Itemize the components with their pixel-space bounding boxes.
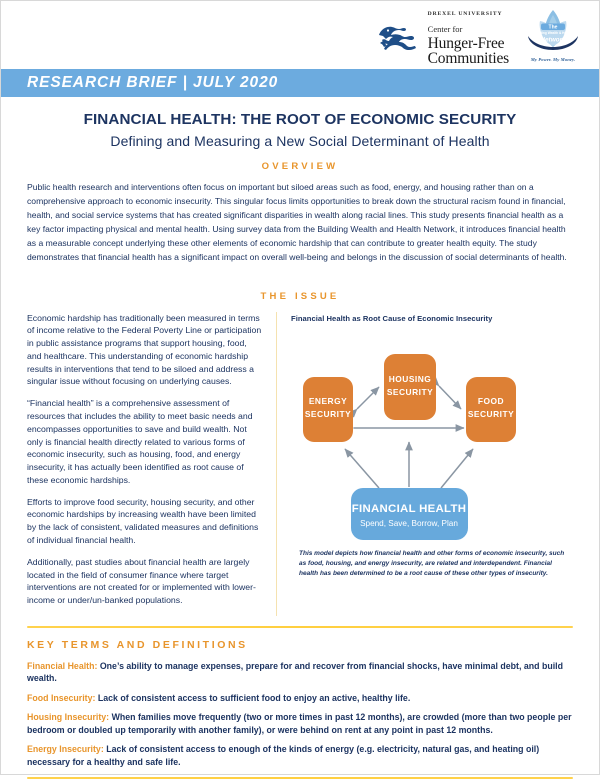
title-block (1, 97, 599, 149)
overview-section (1, 149, 599, 265)
svg-text:The: The (548, 24, 558, 31)
key-term-definition: When families move frequently (two or more times in past 12 months), are crowded (more than two people per bedroom or doubled up temporarily with another family), or were behind on rent at any point in past 12 months. (27, 712, 572, 735)
center-for-text: Center for (427, 23, 463, 34)
drexel-logo-text (428, 3, 509, 67)
svg-text:Network: Network (540, 36, 566, 44)
issue-paragraph: “Financial health” is a comprehensive assessment of resources that includes the ability to meet basic needs and encompasses opportunities to save and build wealth. Not only is financial health directly related to various forms of economic insecurity, such as housing, food, and energy insecurity, it has actually been identified as root cause of these economic hardships. (27, 398, 253, 485)
key-term-name: Financial Health: (27, 660, 98, 671)
figure-column (277, 312, 573, 616)
issue-paragraph: Additionally, past studies about financial health are largely located in the field of consumer finance where target interventions are not created for or implemented with lower-income or under/un-banked populations. (27, 556, 256, 606)
page-subtitle: Defining and Measuring a New Social Determinant of Health (110, 133, 490, 149)
network-lotus-icon (521, 9, 585, 55)
key-term-name: Energy Insecurity: (27, 744, 104, 755)
key-term-definition: Lack of consistent access to enough of the kinds of energy (e.g. electricity, natural gas, and heating oil) necessary for a healthy and safe life. (27, 744, 540, 767)
key-term-definition: Lack of consistent access to sufficient food to enjoy an active, healthy life. (97, 692, 411, 703)
issue-columns (1, 302, 599, 616)
key-terms-section (1, 628, 599, 768)
key-term-item (27, 660, 573, 685)
drexel-hunger-free-communities-logo (375, 3, 509, 67)
key-term-name: Food Insecurity: (27, 692, 96, 703)
svg-text:ENERGY: ENERGY (308, 395, 348, 406)
svg-text:FOOD: FOOD (477, 395, 505, 406)
key-term-item (27, 743, 573, 768)
svg-text:HOUSING: HOUSING (388, 373, 432, 384)
figure-caption: This model depicts how financial health and other forms of economic insecurity, such as food, housing, and energy insecurity, are related and interdependent. Financial health has been determined to be a root cause of these other types of insecurity. (299, 549, 565, 577)
svg-text:SECURITY: SECURITY (304, 408, 352, 419)
key-terms-heading: KEY TERMS AND DEFINITIONS (27, 638, 248, 651)
building-wealth-health-network-logo (521, 9, 585, 61)
hunger-free-line2: Communities (427, 50, 509, 68)
research-brief-banner (1, 69, 599, 97)
issue-paragraph: Economic hardship has traditionally been measured in terms of income relative to the Federal Poverty Line or participation in public assistance programs that support housing, food, and healthcare. This understanding of economic hardship results in interventions that tend to be siloed and address a singular issue without focusing on underlying causes. (27, 312, 262, 387)
hunger-free-line1: Hunger-Free (427, 34, 505, 52)
economic-insecurity-diagram (291, 325, 563, 547)
svg-text:SECURITY: SECURITY (386, 386, 434, 397)
overview-body: Public health research and interventions often focus on important but siloed areas such as food, energy, and housing rather than on a comprehensive approach to economic insecurity. This singular focus limits opportunities to break down the structural racism found in financial, health, and social service systems that has created significant disparities in wealth along racial lines. This study presents financial health as a key factor impacting physical and mental health. Using survey data from the Building Wealth and Health Network, it introduces financial health as a measurable concept underlying these other elements of economic hardship that can contribute to greater health equity. The study demonstrates that financial health has a significant impact on overall well-being and belongs in the discussion of social determinants of health. (27, 182, 567, 262)
svg-text:Spend, Save, Borrow, Plan: Spend, Save, Borrow, Plan (360, 518, 458, 528)
overview-heading: OVERVIEW (261, 161, 339, 172)
key-term-item (27, 692, 573, 704)
drexel-dragon-icon (375, 15, 421, 55)
svg-text:Building Wealth & Health: Building Wealth & Health (534, 31, 572, 36)
svg-text:FINANCIAL HEALTH: FINANCIAL HEALTH (351, 502, 467, 515)
banner-title: RESEARCH BRIEF | JULY 2020 (27, 74, 279, 91)
issue-paragraph: Efforts to improve food security, housing security, and other economic hardships by increasing wealth have been limited by the lack of consistent, validated measures and definitions of individual financial health. (27, 496, 259, 546)
issue-text-column (27, 312, 277, 616)
svg-text:SECURITY: SECURITY (467, 408, 515, 419)
key-term-definition: One’s ability to manage expenses, prepare for and recover from financial shocks, have minimal debt, and build wealth. (27, 660, 563, 684)
issue-heading-wrap (1, 279, 599, 302)
issue-heading: THE ISSUE (260, 290, 340, 302)
figure-title: Financial Health as Root Cause of Economic Insecurity (291, 313, 493, 323)
key-term-name: Housing Insecurity: (27, 712, 110, 723)
logo-bar (1, 1, 599, 69)
network-tagline: My Power. My Money. (530, 57, 576, 62)
drexel-university-text: DREXEL UNIVERSITY (427, 11, 503, 18)
page-title: FINANCIAL HEALTH: THE ROOT OF ECONOMIC SECURITY (83, 111, 517, 128)
key-term-item (27, 711, 573, 736)
